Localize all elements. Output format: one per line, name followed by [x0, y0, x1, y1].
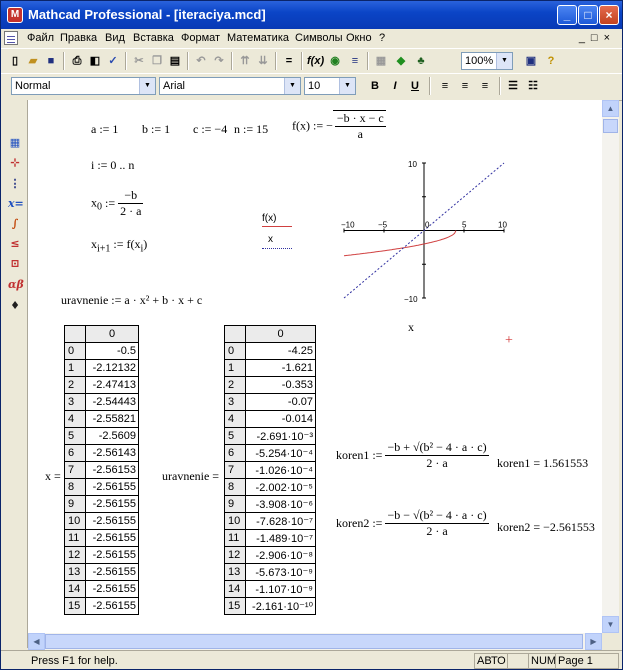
table-row-index: 0 — [225, 343, 246, 360]
table-row-index: 4 — [65, 411, 86, 428]
table-row-index: 12 — [65, 547, 86, 564]
calculus-palette-icon[interactable]: ∫ — [11, 217, 19, 230]
vertical-scrollbar[interactable] — [602, 100, 619, 633]
scroll-down-icon[interactable]: ▼ — [602, 616, 619, 633]
table-row — [225, 479, 316, 496]
x0-name: x — [91, 195, 97, 210]
menu-symbols[interactable]: Символы — [295, 32, 343, 44]
table-row — [225, 496, 316, 513]
table-row-index: 5 — [225, 428, 246, 445]
table-cell[interactable]: -3.908·10⁻⁶ — [246, 496, 316, 513]
mathcad-app-icon[interactable]: M — [7, 7, 23, 23]
chevron-down-icon[interactable]: ▼ — [339, 78, 355, 94]
koren2-definition[interactable] — [336, 508, 489, 539]
copy-icon[interactable]: ❐ — [152, 55, 162, 67]
table-row-index: 7 — [65, 462, 86, 479]
table-row — [65, 445, 139, 462]
open-icon[interactable]: ▰ — [28, 55, 38, 67]
table-column-header: 0 — [86, 326, 139, 343]
chevron-down-icon[interactable]: ▼ — [139, 78, 155, 94]
plot-series-fx — [344, 231, 456, 256]
table-cell[interactable]: -2.691·10⁻³ — [246, 428, 316, 445]
table-row-index: 15 — [225, 598, 246, 615]
koren2-lhs: koren2 := — [336, 516, 383, 530]
table-row-index: 14 — [65, 581, 86, 598]
table-cell[interactable]: -2.47413 — [86, 377, 139, 394]
xi-subscript: i+1 — [97, 243, 111, 255]
component-icon[interactable]: ▦ — [375, 55, 387, 67]
table-row — [225, 360, 316, 377]
plot-tick-label: 5 — [462, 220, 467, 230]
worksheet-area[interactable] — [28, 100, 602, 633]
table-row — [225, 513, 316, 530]
menu-help[interactable]: ? — [379, 32, 386, 44]
horizontal-scroll-thumb[interactable] — [45, 634, 583, 649]
help-book-icon[interactable]: ▣ — [525, 55, 537, 67]
table-row-index: 2 — [225, 377, 246, 394]
table-row-index: 0 — [65, 343, 86, 360]
table-row — [65, 479, 139, 496]
programming-palette-icon[interactable]: ⊡ — [10, 257, 20, 270]
chevron-down-icon[interactable]: ▼ — [284, 78, 300, 94]
uravnenie-definition[interactable]: uravnenie := a · x² + b · x + c — [61, 293, 203, 307]
xi-name: x — [91, 237, 97, 251]
table-row — [225, 445, 316, 462]
equals-icon[interactable]: ≡ — [351, 55, 359, 67]
table-row — [225, 394, 316, 411]
uravnenie-result-label: uravnenie = — [162, 469, 220, 483]
table-row — [225, 343, 316, 360]
table-row-index: 8 — [225, 479, 246, 496]
table-cell[interactable]: -2.54443 — [86, 394, 139, 411]
table-cell[interactable]: -2.56155 — [86, 496, 139, 513]
table-row — [65, 394, 139, 411]
x0-assign: := — [102, 196, 116, 210]
table-row — [225, 377, 316, 394]
table-row — [65, 564, 139, 581]
function-definition[interactable] — [292, 110, 386, 142]
minimize-button[interactable]: _ — [557, 5, 577, 25]
xi-rhs: := f(x — [110, 237, 141, 251]
legend-x: x — [268, 234, 273, 245]
menu-format[interactable]: Формат — [181, 32, 221, 44]
koren2-denominator: 2 · a — [426, 524, 448, 538]
table-row — [225, 462, 316, 479]
table-cell[interactable]: -0.014 — [246, 411, 316, 428]
plot-tick-label: −10 — [404, 295, 418, 304]
table-cell[interactable]: -2.5609 — [86, 428, 139, 445]
table-row-index: 5 — [65, 428, 86, 445]
table-row — [65, 462, 139, 479]
function-numerator: −b · x − c — [336, 111, 384, 125]
table-row — [65, 598, 139, 615]
x-result-label: x = — [45, 469, 61, 483]
table-cell[interactable]: -1.107·10⁻⁹ — [246, 581, 316, 598]
function-lhs: f(x) := − — [292, 118, 333, 133]
table-cell[interactable]: -2.56155 — [86, 598, 139, 615]
status-page: Page 1 — [555, 653, 619, 669]
vertical-scroll-thumb[interactable] — [603, 119, 618, 133]
table-corner — [65, 326, 86, 343]
title-bar[interactable] — [1, 1, 622, 29]
koren1-result[interactable]: koren1 = 1.561553 — [497, 456, 589, 470]
table-cell[interactable]: -2.56155 — [86, 530, 139, 547]
range-definition[interactable]: i := 0 .. n — [91, 158, 135, 172]
font-value: Arial — [163, 80, 186, 92]
table-cell[interactable]: -4.25 — [246, 343, 316, 360]
horizontal-scrollbar[interactable] — [28, 633, 602, 650]
font-size-select[interactable] — [304, 77, 356, 95]
table-row-index: 10 — [65, 513, 86, 530]
resource-center-icon[interactable]: ◆ — [396, 55, 406, 67]
xi-close: ) — [143, 237, 148, 251]
scroll-left-icon[interactable]: ◀ — [28, 633, 45, 650]
table-row-index: 11 — [225, 530, 246, 547]
undo-icon[interactable]: ↶ — [196, 55, 206, 67]
table-row — [225, 598, 316, 615]
greek-palette-icon[interactable]: αβ — [8, 278, 24, 291]
table-cell[interactable]: -2.002·10⁻⁵ — [246, 479, 316, 496]
plot-tick-label: 0 — [425, 220, 430, 230]
table-row-index: 9 — [225, 496, 246, 513]
matrix-palette-icon[interactable]: ⋮ — [9, 177, 21, 190]
koren2-numerator: −b − √(b² − 4 · a · c) — [387, 508, 487, 522]
calculator-palette-icon[interactable]: ▦ — [9, 136, 21, 149]
graph-palette-icon[interactable]: ⊹ — [10, 156, 20, 169]
status-blank — [507, 653, 529, 669]
insert-function-icon[interactable]: f(x) — [307, 55, 325, 67]
table-column-header: 0 — [246, 326, 316, 343]
save-icon[interactable]: ■ — [47, 55, 55, 67]
style-select[interactable] — [11, 77, 156, 95]
standard-toolbar — [1, 48, 622, 74]
table-row — [225, 547, 316, 564]
status-bar — [1, 650, 622, 670]
print-preview-icon[interactable]: ◧ — [89, 55, 101, 67]
table-cell[interactable]: -1.489·10⁻⁷ — [246, 530, 316, 547]
status-num: NUM — [528, 653, 556, 669]
chevron-down-icon[interactable]: ▼ — [496, 53, 512, 69]
formatting-toolbar — [1, 73, 622, 101]
definition-n[interactable]: n := 15 — [234, 122, 269, 136]
plot-tick-label: 10 — [408, 160, 417, 169]
tree-icon[interactable]: ♣ — [417, 55, 425, 67]
table-cell[interactable]: -2.56153 — [86, 462, 139, 479]
align-right-icon[interactable]: ≡ — [481, 80, 489, 92]
initial-value-definition[interactable] — [91, 188, 143, 219]
document-icon[interactable] — [4, 31, 18, 45]
spell-check-icon[interactable]: ✓ — [108, 55, 118, 67]
table-row-index: 8 — [65, 479, 86, 496]
koren1-lhs: koren1 := — [336, 448, 383, 462]
table-corner — [225, 326, 246, 343]
uravnenie-result-table[interactable] — [224, 325, 316, 615]
table-row — [65, 496, 139, 513]
table-row-index: 3 — [225, 394, 246, 411]
table-row — [225, 581, 316, 598]
table-row-index: 1 — [225, 360, 246, 377]
koren2-result[interactable]: koren2 = −2.561553 — [497, 520, 595, 534]
x-result-table[interactable] — [64, 325, 139, 615]
table-row-index: 9 — [65, 496, 86, 513]
xy-plot[interactable] — [314, 155, 509, 305]
table-row-index: 11 — [65, 530, 86, 547]
legend-x-line — [262, 248, 292, 249]
menu-window[interactable]: Окно — [346, 32, 372, 44]
calculate-icon[interactable]: = — [285, 55, 293, 67]
table-row-index: 6 — [225, 445, 246, 462]
table-row — [65, 428, 139, 445]
table-cell[interactable]: -2.56155 — [86, 479, 139, 496]
math-palette-bar — [1, 100, 28, 648]
table-cell[interactable]: -0.5 — [86, 343, 139, 360]
table-cell[interactable]: -7.628·10⁻⁷ — [246, 513, 316, 530]
table-cell[interactable]: -2.55821 — [86, 411, 139, 428]
table-row — [65, 360, 139, 377]
table-row-index: 6 — [65, 445, 86, 462]
insertion-cursor: + — [505, 333, 513, 348]
table-row-index: 14 — [225, 581, 246, 598]
definition-b[interactable]: b := 1 — [142, 122, 171, 136]
table-cell[interactable]: -2.56143 — [86, 445, 139, 462]
status-help-text: Press F1 for help. — [31, 655, 118, 667]
table-cell[interactable]: -2.906·10⁻⁸ — [246, 547, 316, 564]
paste-icon[interactable]: ▤ — [169, 55, 181, 67]
table-row-index: 7 — [225, 462, 246, 479]
cut-icon[interactable]: ✂ — [134, 55, 144, 67]
table-row — [65, 343, 139, 360]
table-cell[interactable]: -2.161·10⁻¹⁰ — [246, 598, 316, 615]
window-title: Mathcad Professional - [iteraciya.mcd] — [28, 7, 266, 22]
iteration-definition[interactable] — [91, 237, 147, 254]
legend-fx-line — [262, 226, 292, 227]
table-row-index: 13 — [225, 564, 246, 581]
table-row — [65, 581, 139, 598]
align-center-icon[interactable]: ≡ — [461, 80, 469, 92]
menu-file[interactable]: Файл — [27, 32, 55, 44]
table-cell[interactable]: -1.621 — [246, 360, 316, 377]
bold-icon[interactable]: B — [371, 80, 379, 92]
function-denominator: a — [357, 127, 363, 141]
koren1-denominator: 2 · a — [426, 456, 448, 470]
redo-icon[interactable]: ↷ — [214, 55, 224, 67]
maximize-button[interactable]: □ — [578, 5, 598, 25]
evaluation-palette-icon[interactable]: x= — [8, 197, 24, 210]
xi-rhs-subscript: i — [140, 243, 144, 255]
table-row-index: 12 — [225, 547, 246, 564]
plot-x-axis-label: x — [408, 320, 414, 334]
numbering-icon[interactable]: ☷ — [528, 80, 538, 92]
new-icon[interactable]: ▯ — [11, 55, 19, 67]
table-cell[interactable]: -5.673·10⁻⁹ — [246, 564, 316, 581]
symbolic-palette-icon[interactable]: ♦ — [10, 299, 20, 312]
table-row — [65, 513, 139, 530]
table-row-index: 3 — [65, 394, 86, 411]
table-cell[interactable]: -2.56155 — [86, 564, 139, 581]
scroll-up-icon[interactable]: ▲ — [602, 100, 619, 117]
table-row — [65, 530, 139, 547]
plot-tick-label: −5 — [378, 220, 388, 230]
menu-view[interactable]: Вид — [105, 32, 125, 44]
underline-icon[interactable]: U — [411, 80, 419, 92]
table-row — [65, 547, 139, 564]
table-row — [225, 530, 316, 547]
zoom-select[interactable] — [461, 52, 513, 70]
table-row — [225, 428, 316, 445]
plot-tick-label: 10 — [498, 220, 507, 230]
table-cell[interactable]: -2.56155 — [86, 547, 139, 564]
align-across-icon[interactable]: ⇈ — [240, 55, 250, 67]
x0-denominator: 2 · a — [120, 204, 142, 218]
table-row — [65, 411, 139, 428]
koren1-numerator: −b + √(b² − 4 · a · c) — [387, 440, 487, 454]
font-select[interactable] — [159, 77, 301, 95]
table-cell[interactable]: -0.07 — [246, 394, 316, 411]
insert-unit-icon[interactable]: ◉ — [330, 55, 340, 67]
menu-edit[interactable]: Правка — [60, 32, 98, 44]
style-value: Normal — [15, 80, 51, 92]
table-cell[interactable]: -5.254·10⁻⁴ — [246, 445, 316, 462]
font-size-value: 10 — [308, 80, 321, 92]
close-button[interactable]: × — [599, 5, 619, 25]
table-cell[interactable]: -0.353 — [246, 377, 316, 394]
menu-bar — [1, 29, 622, 48]
print-icon[interactable]: ⎙ — [72, 55, 82, 67]
table-row — [225, 564, 316, 581]
scroll-right-icon[interactable]: ▶ — [585, 633, 602, 650]
mdi-window-controls[interactable]: _□× — [578, 32, 616, 44]
x0-numerator: −b — [118, 188, 143, 204]
definition-c[interactable]: c := −4 — [193, 122, 228, 136]
menu-insert[interactable]: Вставка — [133, 32, 174, 44]
status-mode: АВТО — [474, 653, 508, 669]
definition-a[interactable]: a := 1 — [91, 122, 119, 136]
table-row-index: 4 — [225, 411, 246, 428]
menu-math[interactable]: Математика — [227, 32, 289, 44]
help-question-icon[interactable]: ? — [547, 55, 555, 67]
italic-icon[interactable]: I — [393, 80, 397, 92]
table-cell[interactable]: -1.026·10⁻⁴ — [246, 462, 316, 479]
table-row — [65, 377, 139, 394]
plot-tick-label: −10 — [341, 220, 355, 230]
koren1-definition[interactable] — [336, 440, 489, 471]
align-down-icon[interactable]: ⇊ — [258, 55, 268, 67]
align-left-icon[interactable]: ≡ — [441, 80, 449, 92]
table-row-index: 15 — [65, 598, 86, 615]
bullets-icon[interactable]: ☰ — [508, 80, 518, 92]
zoom-value: 100% — [465, 55, 494, 67]
table-cell[interactable]: -2.56155 — [86, 513, 139, 530]
legend-fx: f(x) — [262, 213, 277, 224]
table-row-index: 10 — [225, 513, 246, 530]
table-row — [225, 411, 316, 428]
x0-subscript: 0 — [97, 201, 102, 213]
table-row-index: 13 — [65, 564, 86, 581]
boolean-palette-icon[interactable]: ≤ — [10, 237, 20, 250]
table-cell[interactable]: -2.56155 — [86, 581, 139, 598]
table-row-index: 2 — [65, 377, 86, 394]
table-cell[interactable]: -2.12132 — [86, 360, 139, 377]
table-row-index: 1 — [65, 360, 86, 377]
